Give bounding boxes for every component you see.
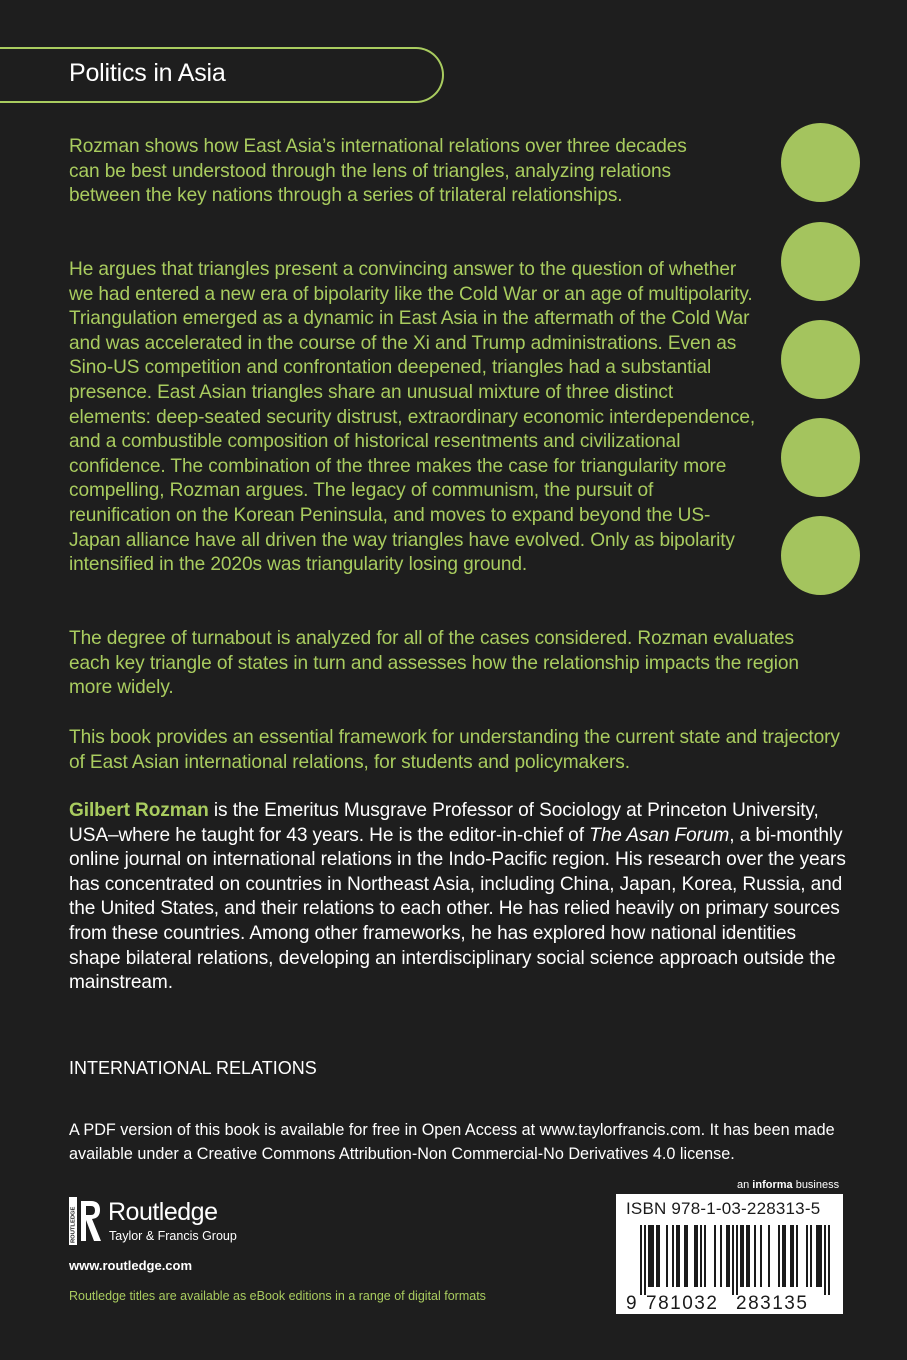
barcode-bar: [728, 1225, 730, 1287]
barcode-bar: [782, 1225, 784, 1287]
description-paragraph-1: Rozman shows how East Asia’s international relations over three decades can be best understood through the lens of triangles, analyzing relations between the key nations through a series of trilateral relationships.: [69, 136, 687, 207]
barcode-bar: [672, 1225, 674, 1287]
barcode-bar: [754, 1225, 756, 1287]
series-title: Politics in Asia: [69, 59, 226, 87]
barcode-bar: [696, 1225, 698, 1287]
barcode-bar: [666, 1225, 668, 1287]
barcode-bar: [714, 1225, 716, 1287]
barcode-bar: [676, 1225, 678, 1287]
decorative-circle: [781, 222, 860, 301]
barcode-bar: [810, 1225, 812, 1287]
barcode-bar: [820, 1225, 822, 1287]
barcode-bar: [700, 1225, 702, 1287]
barcode-bar: [678, 1225, 680, 1287]
description-paragraph-4: This book provides an essential framework for understanding the current state and trajectory of East Asian international relations, for students and policymakers.: [69, 727, 840, 773]
description-paragraph-3: The degree of turnabout is analyzed for all of the cases considered. Rozman evaluates each key triangle of states in turn and assesses how the relationship impacts the region more widely.: [69, 628, 799, 699]
barcode-bar: [818, 1225, 820, 1287]
barcode-bar: [656, 1225, 658, 1287]
barcode-bar: [778, 1225, 780, 1287]
logo-side-text: ROUTLEDGE: [70, 1206, 77, 1243]
barcode-bar: [726, 1225, 728, 1287]
barcode-bar: [748, 1225, 750, 1287]
barcode-bar: [806, 1225, 808, 1287]
publisher-group: Taylor & Francis Group: [109, 1229, 237, 1243]
barcode-bar: [720, 1225, 722, 1287]
barcode-bar: [704, 1225, 706, 1287]
barcode-bar: [652, 1225, 654, 1287]
barcode-bar: [768, 1225, 770, 1287]
barcode-bar: [736, 1225, 738, 1295]
barcode-bars: [640, 1225, 830, 1295]
decorative-circle: [781, 123, 860, 202]
barcode-bar: [816, 1225, 818, 1287]
journal-title: The Asan Forum: [589, 824, 730, 846]
barcode-digit-group: 781032: [646, 1293, 719, 1311]
barcode-bar: [640, 1225, 642, 1295]
barcode-bar: [644, 1225, 646, 1295]
barcode-bar: [828, 1225, 830, 1295]
barcode-bar: [792, 1225, 794, 1287]
subject-category: INTERNATIONAL RELATIONS: [69, 1058, 317, 1078]
barcode-bar: [742, 1225, 744, 1287]
author-name: Gilbert Rozman: [69, 800, 209, 821]
barcode-bar: [740, 1225, 742, 1287]
publisher-website[interactable]: www.routledge.com: [69, 1258, 193, 1273]
barcode-bar: [694, 1225, 696, 1287]
decorative-circle: [781, 516, 860, 595]
decorative-circle: [781, 418, 860, 497]
barcode-bar: [746, 1225, 748, 1287]
barcode-digit-group: 283135: [736, 1293, 809, 1311]
barcode-bar: [796, 1225, 798, 1287]
routledge-r-icon: [69, 1197, 103, 1245]
barcode-bar: [732, 1225, 734, 1295]
publisher-name: Routledge: [108, 1198, 218, 1226]
barcode-bar: [648, 1225, 650, 1287]
barcode-bar: [684, 1225, 686, 1287]
barcode-bar: [686, 1225, 688, 1287]
barcode-bar: [824, 1225, 826, 1295]
decorative-circle: [781, 320, 860, 399]
barcode-bar: [760, 1225, 762, 1287]
barcode: [616, 1194, 843, 1314]
open-access-note: A PDF version of this book is available for free in Open Access at www.taylorfrancis.com. It has been made available under a Creative Commons Attribution-Non Commercial-No Derivatives 4.0 license.: [69, 1121, 835, 1163]
author-bio: Gilbert Rozman is the Emeritus Musgrave Professor of Sociology at Princeton University, USA–where he taught for 43 years. He is the editor-in-chief of The Asan Forum, a bi-monthly online journal on international relations in the Indo-Pacific region. His research over the years has concentrated on countries in Northeast Asia, including China, Japan, Korea, Russia, and the United States, and their relations to each other. He has relied heavily on primary sources from these countries. Among other frameworks, he has explored how national identities shape bilateral relations, developing an interdisciplinary social science approach outside the mainstream.: [69, 800, 846, 994]
barcode-digit-group: 9: [626, 1293, 637, 1311]
description-paragraph-2: He argues that triangles present a convincing answer to the question of whether we had entered a new era of bipolarity like the Cold War or an age of multipolarity. Triangulation emerged as a dynamic in East Asia in the aftermath of the Cold War and was accelerated in the course of the Xi and Trump administrations. Even as Sino-US competition and confrontation deepened, triangles had a substantial presence. East Asian triangles share an unusual mixture of three distinct elements: deep-seated security distrust, extraordinary economic interdependence, and a combustible composition of historical resentments and civilizational confidence. The combination of the three makes the case for triangularity more compelling, Rozman argues. The legacy of communism, the pursuit of reunification on the Korean Peninsula, and moves to expand beyond the US-Japan alliance have all driven the way triangles have evolved. Only as bipolarity intensified in the 2020s was triangularity losing ground.: [69, 259, 756, 576]
barcode-graphic: [624, 1225, 836, 1311]
ebook-note: Routledge titles are available as eBook editions in a range of digital formats: [69, 1289, 486, 1303]
informa-business-label: an informa business: [737, 1179, 840, 1191]
barcode-bar: [784, 1225, 786, 1287]
barcode-bar: [650, 1225, 652, 1287]
barcode-bar: [790, 1225, 792, 1287]
barcode-bar: [658, 1225, 660, 1287]
isbn-label: ISBN 978-1-03-228313-5: [626, 1199, 821, 1218]
